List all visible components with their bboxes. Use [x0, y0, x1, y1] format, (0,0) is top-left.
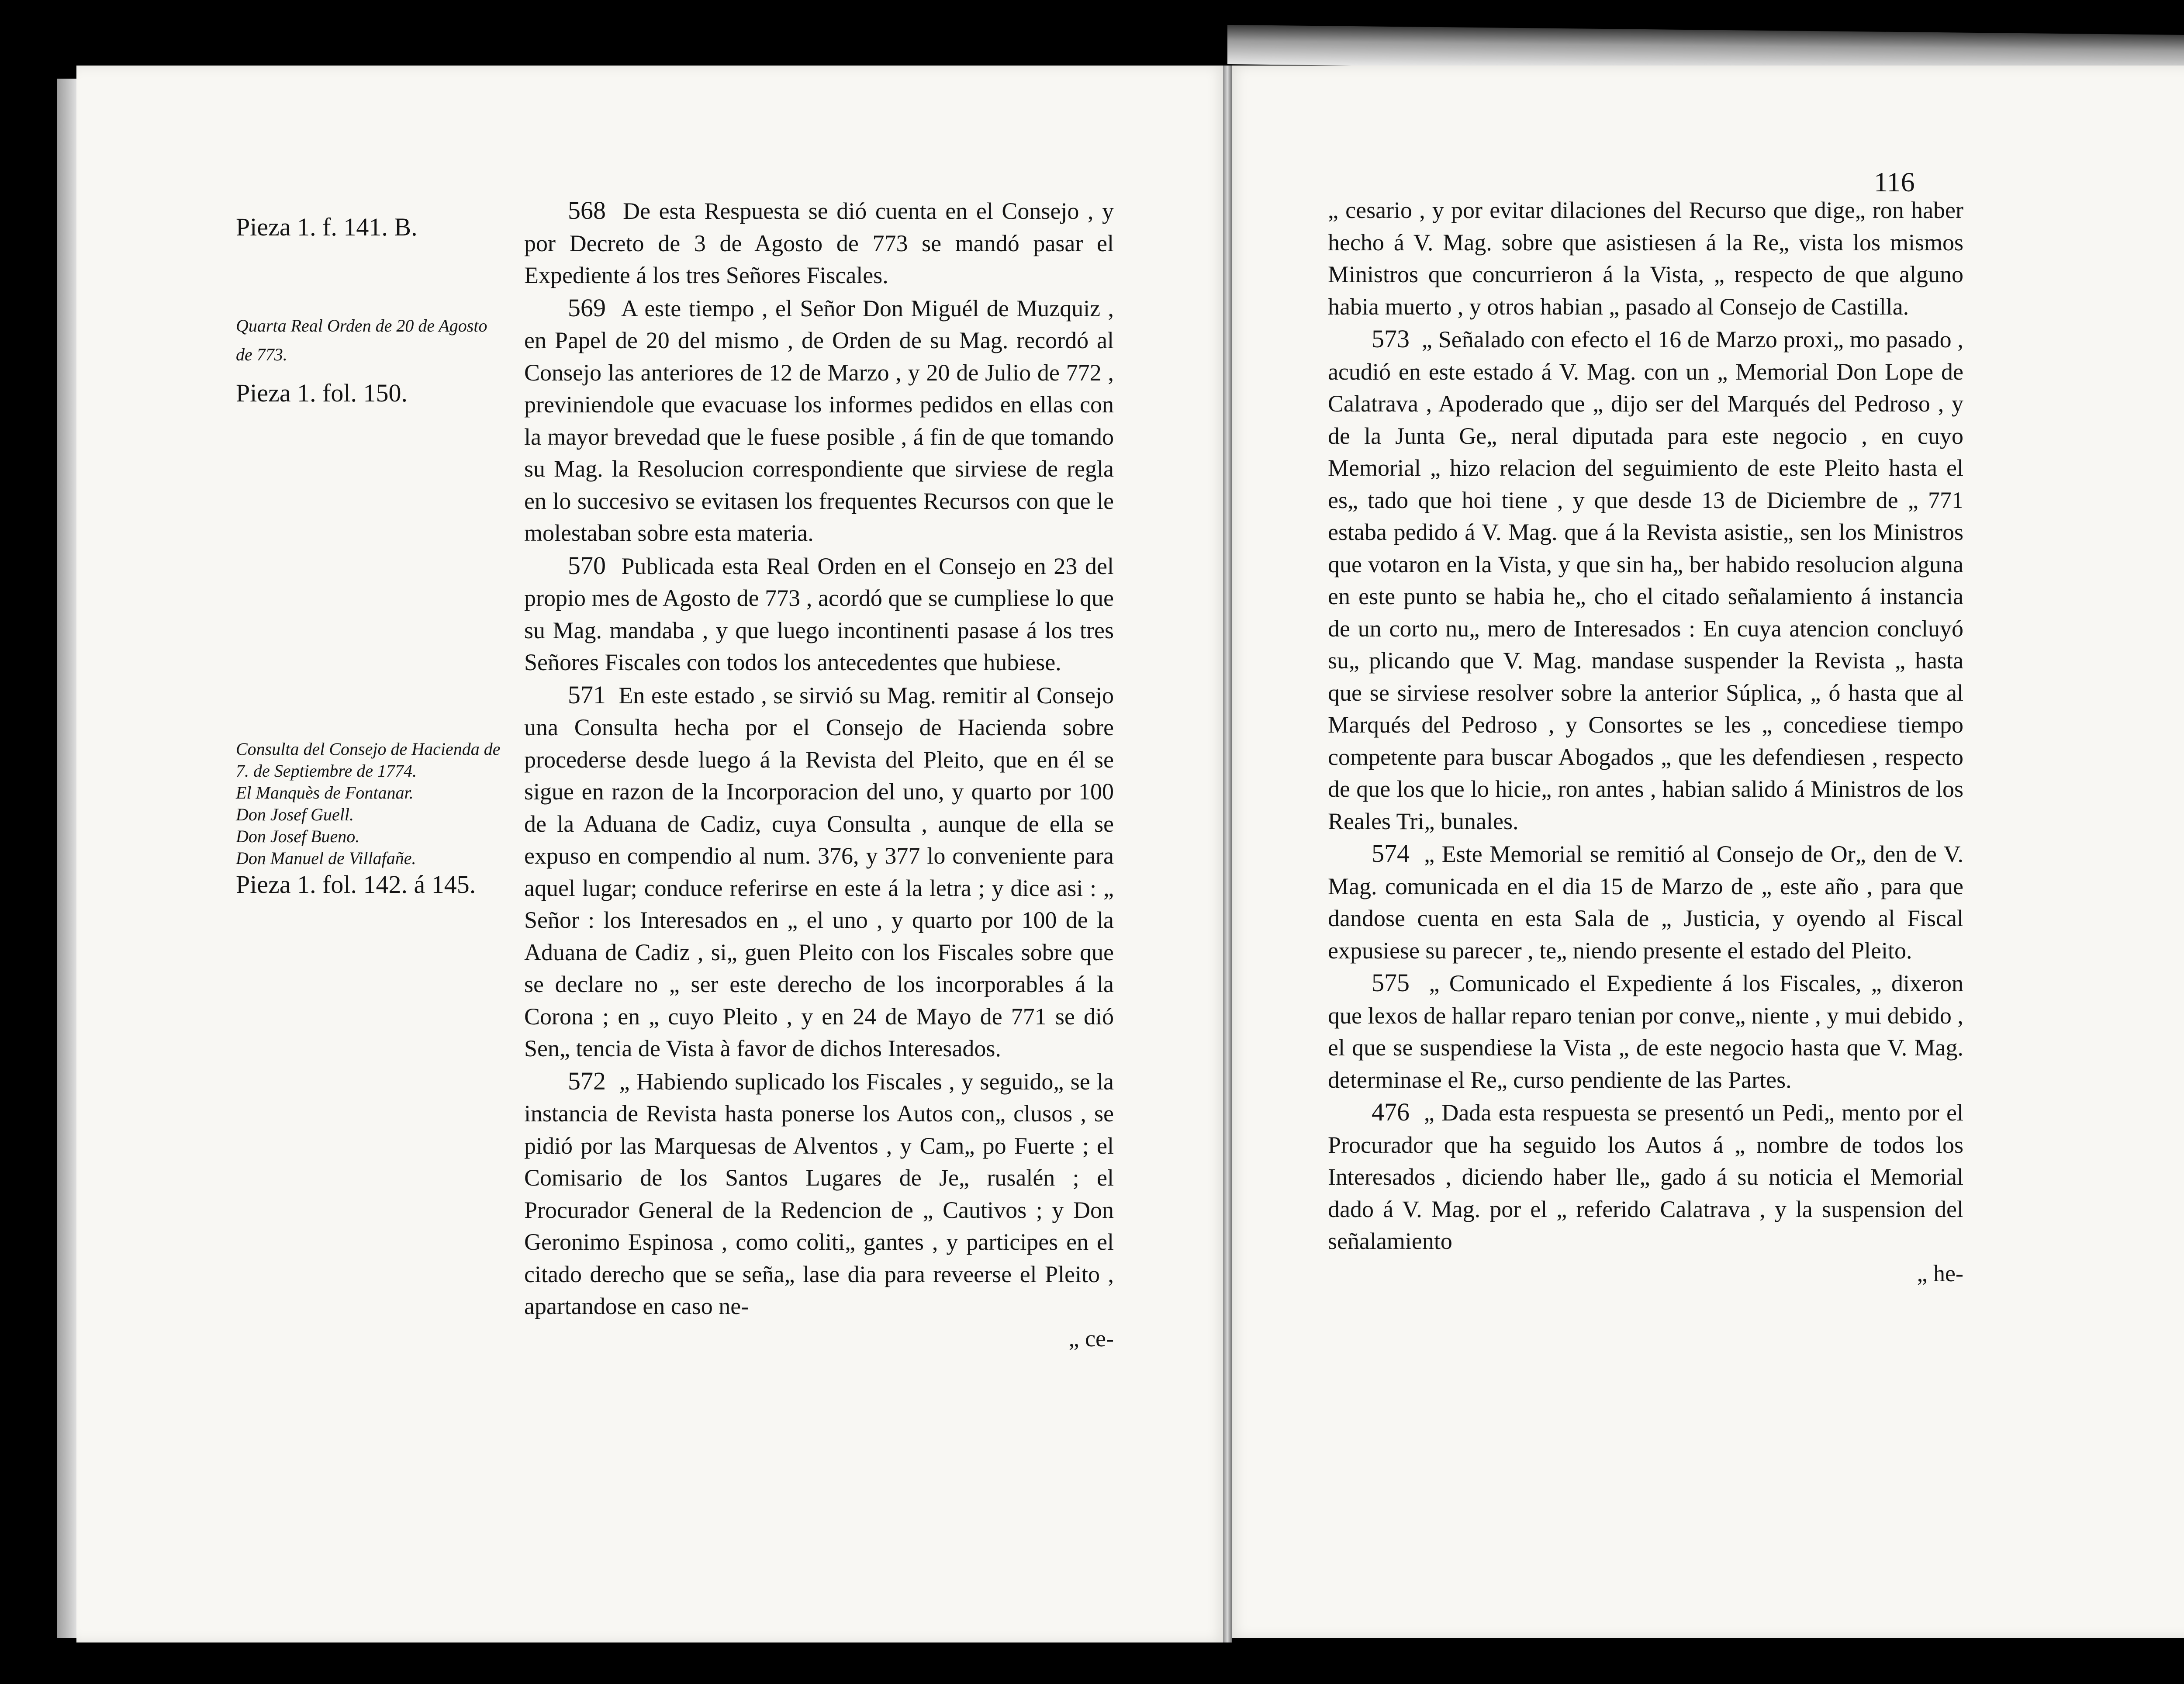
paragraph: 572 „ Habiendo suplicado los Fiscales , y seguido„ se la instancia de Revista hasta ponerse los Autos con„ clusos , se pidió por las Marquesas de Alventos , y Cam„ po Fuerte ; el Comisario de los Santos Lugares de Je„ rusalén ; el Procurador General de la Redencion de „ Cautivos ; y Don Geronimo Espinosa , como coliti„ gantes , y participes en el citado derecho que se seña„ lase dia para reveerse el Pleito , apartandose en caso ne- — [524, 1066, 1114, 1319]
paragraph: 573 „ Señalado con efecto el 16 de Marzo proxi„ mo pasado , acudió en este estado á V. Mag. con un „ Memorial Don Lope de Calatrava , Apoderado que „ dijo ser del Marqués del Pedroso , y de la Junta Ge„ neral diputada para este negocio , en cuyo Memorial „ hizo relacion del seguimiento de este Pleito hasta el es„ tado que hoi tiene , y que desde 13 de Diciembre de „ 771 estaba pedido á V. Mag. que á la Revista asistie„ sen los Ministros que votaron en la Vista, y que sin ha„ ber habido resolucion alguna en este punto se habia he„ cho el citado señalamiento á instancia de un corto nu„ mero de Interesados : En cuya atencion concluyó su„ plicando que V. Mag. mandase suspender la Revista „ hasta que se sirviese resolver sobre la anterior Súplica, „ ó hasta que al Marqués del Pedroso , y Consortes se les „ concediese tiempo competente para buscar Abogados „ que les defendiesen , respecto de que los que lo hicie„ ron antes , habian salido á Ministros de los Reales Tri„ bunales. — [1328, 325, 1963, 834]
book-spine — [1223, 66, 1232, 1643]
margin-note: Quarta Real Orden de 20 de Agosto de 773. — [236, 316, 487, 364]
paragraph: 570 Publicada esta Real Orden en el Consejo en 23 del propio mes de Agosto de 773 , acordó que se cumpliese lo que su Mag. mandaba , y que luego incontinenti pasase á los tres Señores Fiscales con todos los antecedentes que hubiese. — [524, 551, 1114, 675]
catchword: „ ce- — [1068, 1325, 1114, 1352]
paragraph: 575 „ Comunicado el Expediente á los Fiscales, „ dixeron que lexos de hallar reparo tenian por conve„ niente , y mui debido , el que se suspendiese la Vista „ de este negocio hasta que V. Mag. determinase el Re„ curso pendiente de las Partes. — [1328, 968, 1964, 1093]
margin-note: Pieza 1. f. 141. B. — [236, 213, 418, 241]
page-number: 116 — [1874, 166, 1915, 197]
paragraph: 568 De esta Respuesta se dió cuenta en el Consejo , y por Decreto de 3 de Agosto de 773 se mandó pasar el Expediente á los tres Señores Fiscales. — [524, 196, 1114, 288]
left-page-edge — [57, 79, 79, 1638]
left-text-column — [524, 194, 1114, 1355]
paragraph: 574 „ Este Memorial se remitió al Consejo de Or„ den de V. Mag. comunicada en el dia 15 de Marzo de „ este año , para que dandose cuenta en esta Sala de „ Justicia, y oyendo al Fiscal expusiese su parecer , te„ niendo presente el estado del Pleito. — [1328, 839, 1963, 964]
right-text-column — [1328, 194, 1963, 1290]
paragraph: 571 En este estado , se sirvió su Mag. remitir al Consejo una Consulta hecha por el Consejo de Hacienda sobre procederse desde luego á la Revista del Pleito, que en él se sigue en razon de la Incorporacion del uno, y quarto por 100 de la Aduana de Cadiz, cuya Consulta , aunque de ella se expuso en compendio al num. 376, y 377 lo conveniente para aquel lugar; conduce referirse en este á la letra ; y dice asi : „ Señor : los Interesados en „ el uno , y quarto por 100 de la Aduana de Cadiz , si„ guen Pleito con los Fiscales sobre que se declare no „ ser este derecho de los incorporables á la Corona ; en „ cuyo Pleito , y en 24 de Mayo de 771 se dió Sen„ tencia de Vista à favor de dichos Interesados. — [524, 680, 1114, 1062]
paragraph: 569 A este tiempo , el Señor Don Miguél de Muzquiz , en Papel de 20 del mismo , de Orden de su Mag. recordó al Consejo las anteriores de 12 de Marzo , y 20 de Julio de 772 , previniendole que evacuase los informes pedidos en ellas con la mayor brevedad que le fuese posible , á fin de que tomando su Mag. la Resolucion correspondiente que sirviese de regla en lo succesivo se evitasen los frequentes Recursos con que le molestaban sobre esta materia. — [524, 293, 1114, 546]
margin-note: Pieza 1. fol. 150. — [236, 379, 408, 407]
paragraph-continuation: „ cesario , y por evitar dilaciones del Recurso que dige„ ron haber hecho á V. Mag. sobre que asistiesen á la Re„ vista los mismos Ministros que concurrieron á la Vista, „ respecto de que alguno habia muerto , y otros habian „ pasado al Consejo de Castilla. — [1328, 197, 1963, 320]
catchword: „ he- — [1917, 1260, 1963, 1286]
paragraph: 476 „ Dada esta respuesta se presentó un Pedi„ mento por el Procurador que ha seguido los Autos á „ nombre de todos los Interesados , diciendo haber lle„ gado á su noticia el Memorial dado á V. Mag. por el „ referido Calatrava , y la suspension del señalamiento — [1328, 1098, 1963, 1254]
margin-note-consulta: Consulta del Consejo de Hacienda de 7. de Septiembre de 1774. El Manquès de Fontanar. Don Josef Guell. Don Josef Bueno. Don Manuel de Villafañe. Pieza 1. fol. 142. á 145. — [236, 739, 501, 899]
